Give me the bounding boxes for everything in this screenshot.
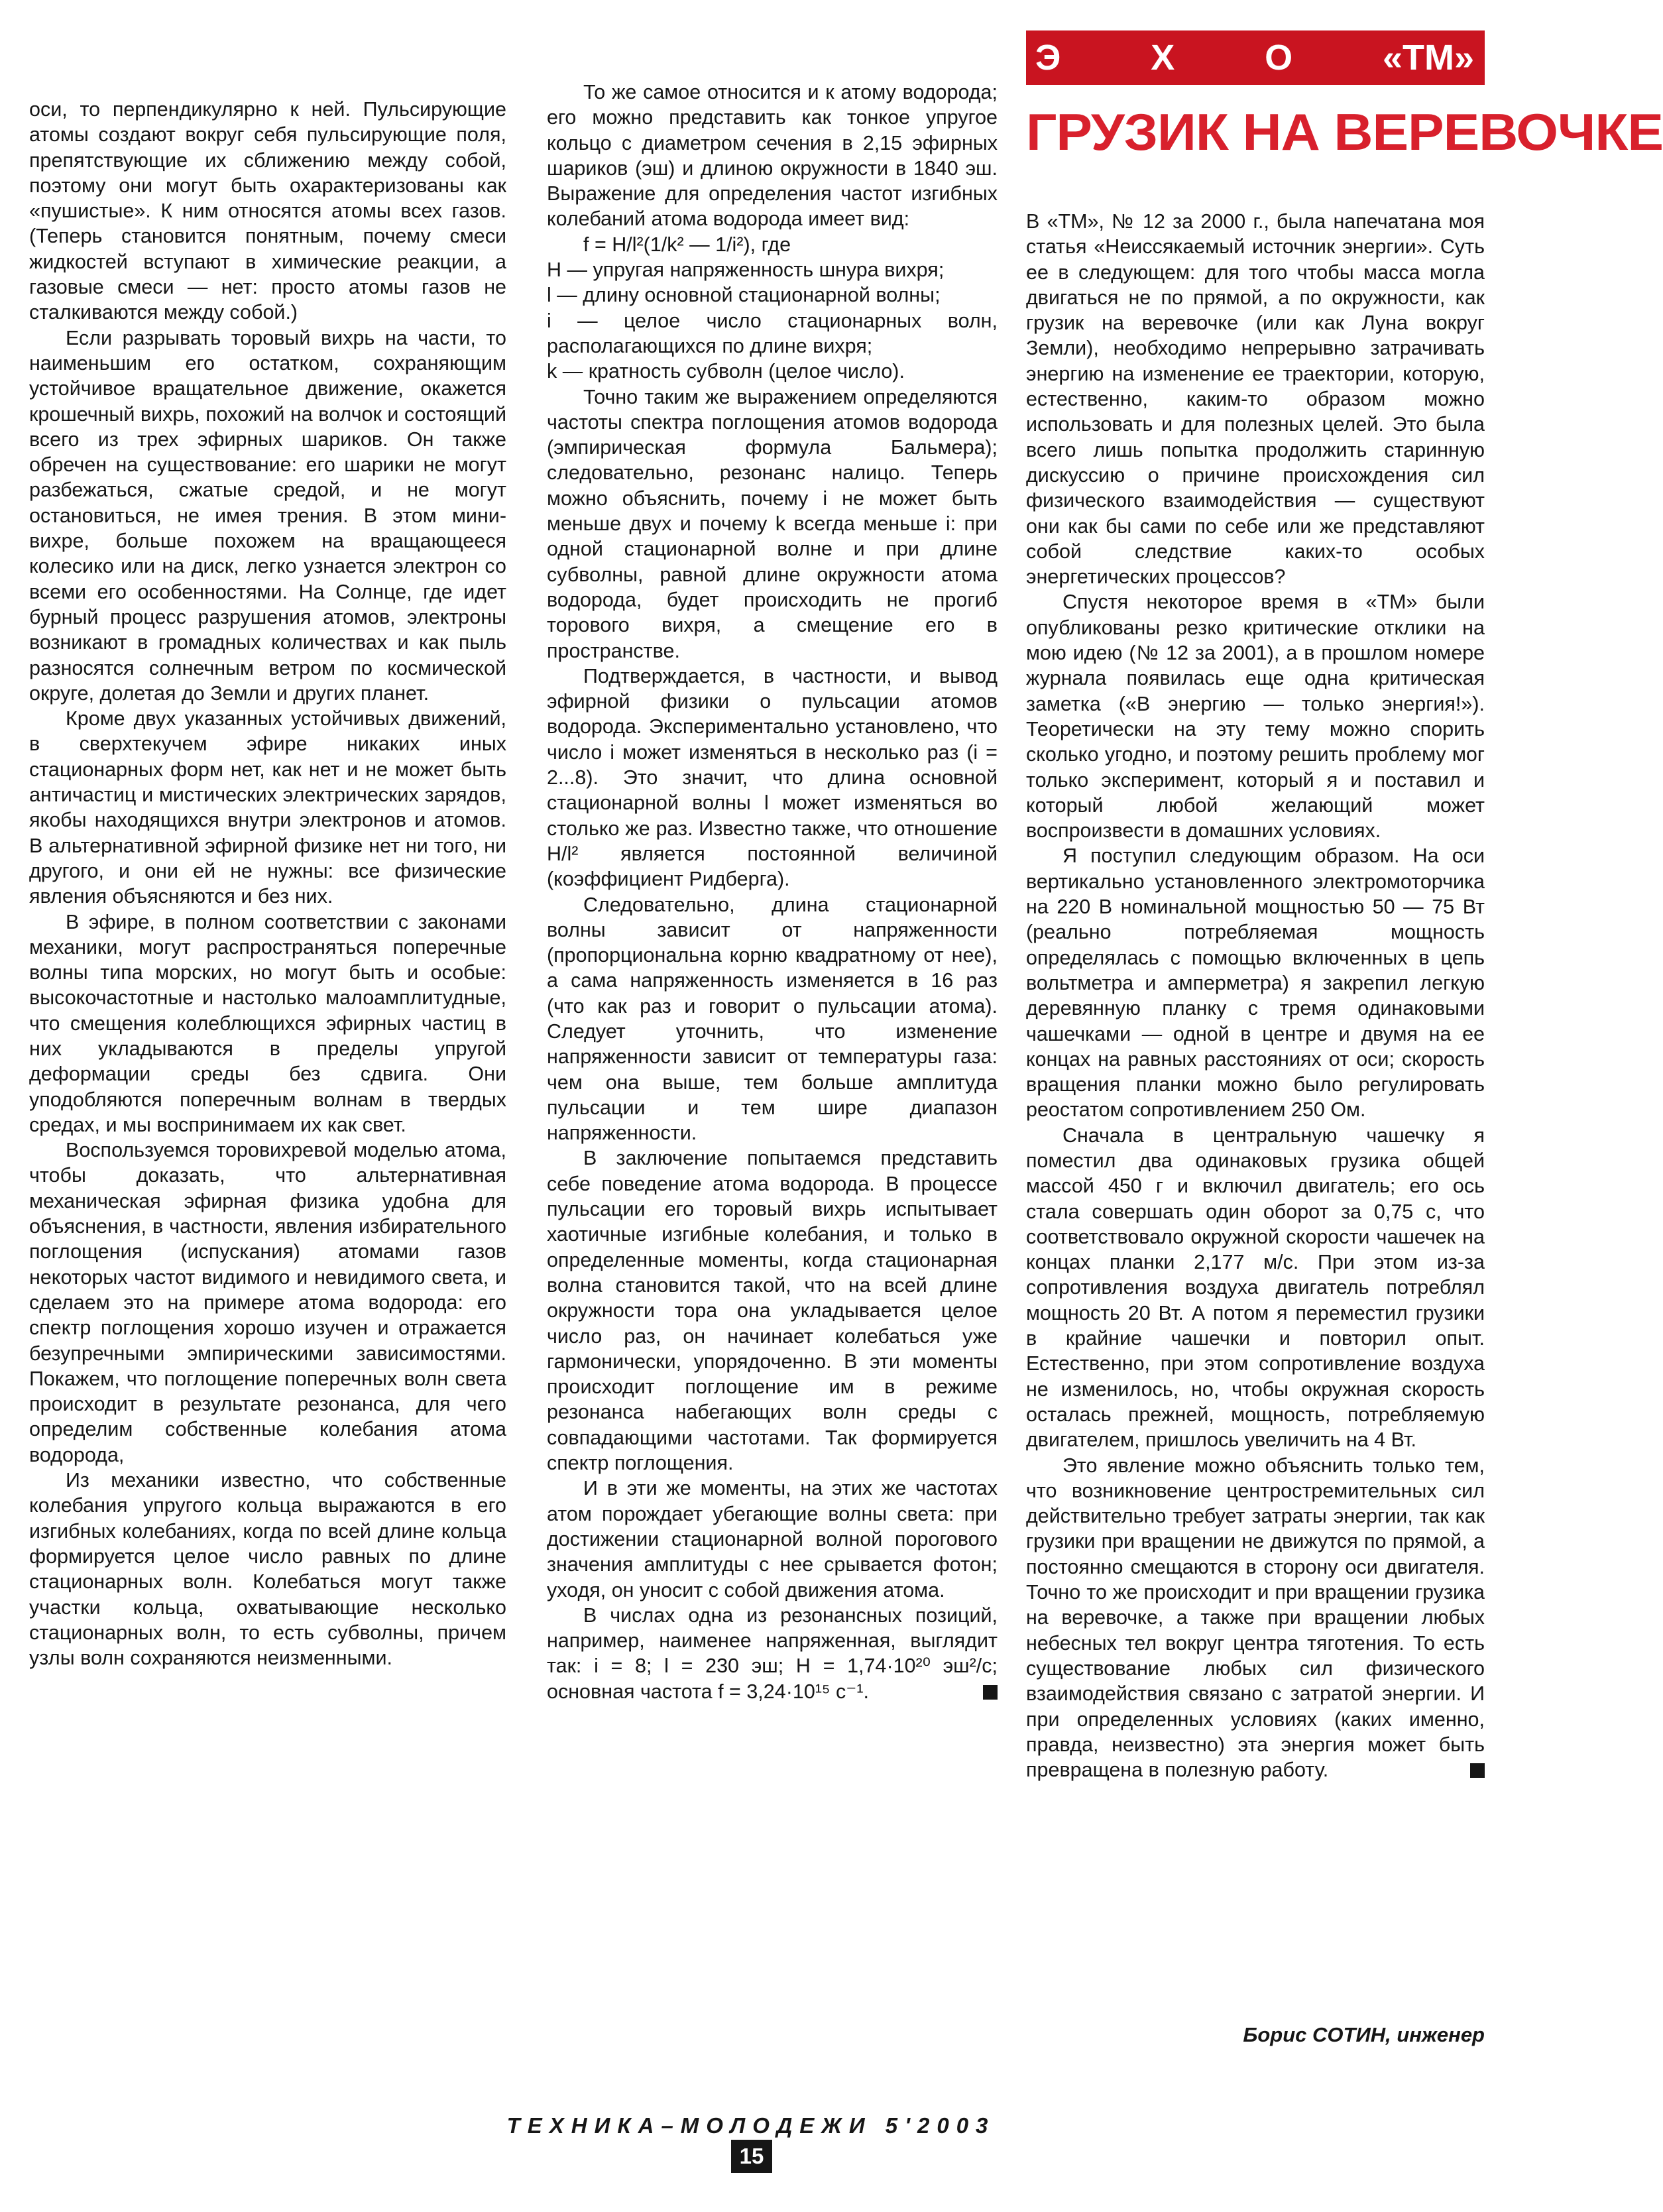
formula-definition: l — длину основной стационарной волны; (547, 284, 941, 307)
formula-definition: i — целое число стационарных волн, располагающихся по длине вихря; (547, 309, 998, 357)
headline-text: ГРУЗИК НА ВЕРЕВОЧКЕ (1026, 103, 1663, 161)
paragraph: Сначала в центральную чашечку я поместил два одинаковых грузика общей массой 450 г и включил двигатель; его ось стала совершать один оборот за 0,75 с, что соответствовало окружной скорости чашечек на концах планки 2,177 м/с. При этом из-за сопротивления воздуха двигатель потреблял мощность 20 Вт. А потом я переместил грузики в крайние чашечки и повторил опыт. Естественно, при этом сопротивление воздуха не изменилось, но, чтобы окружная скорость осталась прежней, мощность, потребляемую двигателем, пришлось увеличить на 4 Вт. (1026, 1124, 1485, 1452)
paragraph: Воспользуемся торовихревой моделью атома, чтобы доказать, что альтернативная механическая эфирная физика удобна для объяснения, в частности, явления избирательного поглощения (испускания) атомами газов некоторых частот видимого и невидимого света, и сделаем это на примере атома водорода: его спектр поглощения хорошо изучен и отражается безупречными эмпирическими зависимостями. Покажем, что поглощение поперечных волн света происходит в результате резонанса, для чего определим собственные колебания атома водорода, (29, 1139, 506, 1466)
paragraph (1026, 1453, 1485, 1783)
paragraph-text: В числах одна из резонансных позиций, например, наименее напряженная, выглядит так: i = 8; l = 230 эш; H = 1,74·10²⁰ эш²/с; основная частота f = 3,24·10¹⁵ с⁻¹. (547, 1603, 998, 1703)
banner-letter: Х (1151, 38, 1175, 78)
formula-definition: Н — упругая напряженность шнура вихря; (547, 259, 945, 282)
paragraph: Следовательно, длина стационарной волны зависит от напряженности (пропорциональна корню квадратному от нее), а сама напряженность изменяется в 16 раз (что как раз и говорит о пульсации атома). Следует уточнить, что изменение напряженности зависит от температуры газа: чем она выше, тем больше амплитуда пульсации и тем шире диапазон напряженности. (547, 893, 998, 1145)
paragraph: Я поступил следующим образом. На оси вертикально установленного электромоторчика на 220 В номинальной мощностью 50 — 75 Вт (реально потребляемая мощность определялась с помощью включенных в цепь вольтметра и амперметра) я закрепил легкую деревянную планку с тремя одинаковыми чашечками — одной в центре и двумя на ее концах на равных расстояниях от оси; скорость вращения планки можно было регулировать реостатом сопротивлением 250 Ом. (1026, 844, 1485, 1122)
paragraph (547, 1603, 998, 1704)
formula: f = H/l²(1/k² — 1/i²), где (583, 233, 791, 256)
formula-definition: k — кратность субволн (целое число). (547, 360, 905, 383)
banner-magazine-tag: «ТМ» (1382, 38, 1474, 78)
end-of-article-mark (1470, 1763, 1485, 1778)
paragraph-text: Это явление можно объяснить только тем, что возникновение центростремительных сил действительно требует затраты энергии, так как грузики при вращении не движутся по прямой, а постоянно смещаются в сторону оси двигателя. Точно то же происходит и при вращении грузика на веревочке, а также при вращении любых небесных тел вокруг центра тяготения. То есть существование любых сил физического взаимодействия связано с затратой энергии. И при определенных условиях (каких именно, правда, неизвестно) эта энергия может быть превращена в полезную работу. (1026, 1454, 1485, 1782)
paragraph: То же самое относится и к атому водорода; его можно представить как тонкое упругое кольцо с диаметром сечения в 2,15 эфирных шариков (эш) и длиною окружности в 1840 эш. Выражение для определения частот изгибных колебаний атома водорода имеет вид: (547, 81, 998, 231)
author-signature: Борис СОТИН, инженер (1243, 2023, 1485, 2046)
banner-letter: Э (1035, 38, 1061, 78)
section-banner (1026, 30, 1485, 85)
paragraph: Точно таким же выражением определяются частоты спектра поглощения атомов водорода (эмпирическая формула Бальмера); следовательно, резонанс налицо. Теперь можно объяснить, почему i не может быть меньше двух и почему k всегда меньше i: при одной стационарной волне и при длине субволны, равной длине окружности атома водорода, будет происходить не прогиб торового вихря, а смещение его в пространстве. (547, 385, 998, 662)
paragraph: Из механики известно, что собственные колебания упругого кольца выражаются в его изгибных колебаниях, когда по всей длине кольца формируется целое число равных по длине стационарных волн. Колебаться могут также участки кольца, охватывающие несколько стационарных волн, то есть субволны, причем узлы волн сохраняются неизменными. (29, 1469, 506, 1670)
paragraph: Подтверждается, в частности, и вывод эфирной физики о пульсации атомов водорода. Экспериментально установлено, что число i может изменяться в несколько раз (i = 2...8). Это значит, что длина основной стационарной волны l может изменяться во столько же раз. Известно также, что отношение H/l² является постоянной величиной (коэффициент Ридберга). (547, 664, 998, 891)
magazine-footer: ТЕХНИКА–МОЛОДЕЖИ 5'2003 (506, 2113, 996, 2138)
paragraph: В «ТМ», № 12 за 2000 г., была напечатана моя статья «Неиссякаемый источник энергии». Суть ее в следующем: для того чтобы масса могла двигаться не по прямой, а по окружности, как грузик на веревочке (или как Луна вокруг Земли), необходимо непрерывно затрачивать энергию на изменение ее траектории, которую, естественно, каким-то образом можно использовать и для полезных целей. Это была всего лишь попытка продолжить старинную дискуссию о причине происхождения сил физического взаимодействия — существуют они как бы сами по себе или же представляют собой следствие каких-то особых энергетических процессов? (1026, 210, 1485, 589)
paragraph: И в эти же моменты, на этих же частотах атом порождает убегающие волны света: при достижении стационарной волной порогового значения амплитуды с нее срывается фотон; уходя, он уносит с собой движения атома. (547, 1477, 998, 1601)
paragraph: В заключение попытаемся представить себе поведение атома водорода. В процессе пульсации его торовый вихрь испытывает хаотичные изгибные колебания, и только в определенные моменты, когда стационарная волна становится такой, что на всей длине окружности тора она укладывается целое число раз, он начинает колебаться уже гармонически, упорядоченно. В эти моменты происходит поглощение им в режиме резонанса набегающих волн среды с совпадающими частотами. Так формируется спектр поглощения. (547, 1147, 998, 1475)
paragraph: оси, то перпендикулярно к ней. Пульсирующие атомы создают вокруг себя пульсирующие поля, препятствующие их сближению между собой, поэтому они могут быть охарактеризованы как «пушистые». К ним относятся атомы всех газов. (Теперь становится понятным, почему смеси жидкостей вступают в химические реакции, а газовые смеси — нет: просто атомы газов не сталкиваются между собой.) (29, 98, 506, 324)
paragraph: В эфире, в полном соответствии с законами механики, могут распространяться поперечные волны типа морских, но могут быть и особые: высокочастотные и настолько малоамплитудные, что смещения колеблющихся эфирных частиц в них укладываются в пределы упругой деформации среды без сдвига. Они уподобляются поперечным волнам в твердых средах, и мы воспринимаем их как свет. (29, 910, 506, 1136)
article-headline (1026, 93, 1663, 171)
article-column-2 (547, 80, 998, 1704)
banner-letter: О (1265, 38, 1293, 78)
page-number: 15 (731, 2140, 772, 2173)
end-of-article-mark (983, 1685, 998, 1700)
paragraph: Кроме двух указанных устойчивых движений, в сверхтекучем эфире никаких иных стационарных форм нет, как нет и не может быть античастиц и мистических электрических зарядов, якобы находящихся внутри электронов и атомов. В альтернативной эфирной физике нет ни того, ни другого, и они ей не нужны: все физические явления объясняются и без них. (29, 707, 506, 908)
article-column-3 (1026, 209, 1485, 1782)
paragraph: Если разрывать торовый вихрь на части, то наименьшим его остатком, сохраняющим устойчивое вращательное движение, окажется крошечный вихрь, похожий на волчок и состоящий всего из трех эфирных шариков. Он также обречен на существование: его шарики не могут разбежаться, сжатые средой, и не могут остановиться, не имея трения. В этом мини-вихре, больше похожем на вращающееся колесико или на диск, легко узнается электрон со всеми его особенностями. На Солнце, где идет бурный процесс разрушения атомов, электроны возникают в громадных количествах и как пыль разносятся солнечным ветром по космической округе, долетая до Земли и других планет. (29, 326, 506, 705)
paragraph: Спустя некоторое время в «ТМ» были опубликованы резко критические отклики на мою идею (№ 12 за 2001), а в прошлом номере журнала появилась еще одна критическая заметка («В энергию — только энергия!»). Теоретически на эту тему можно спорить сколько угодно, и поэтому решить проблему мог только эксперимент, который я и поставил и который любой желающий может воспроизвести в домашних условиях. (1026, 591, 1485, 843)
article-column-1 (29, 97, 506, 1670)
